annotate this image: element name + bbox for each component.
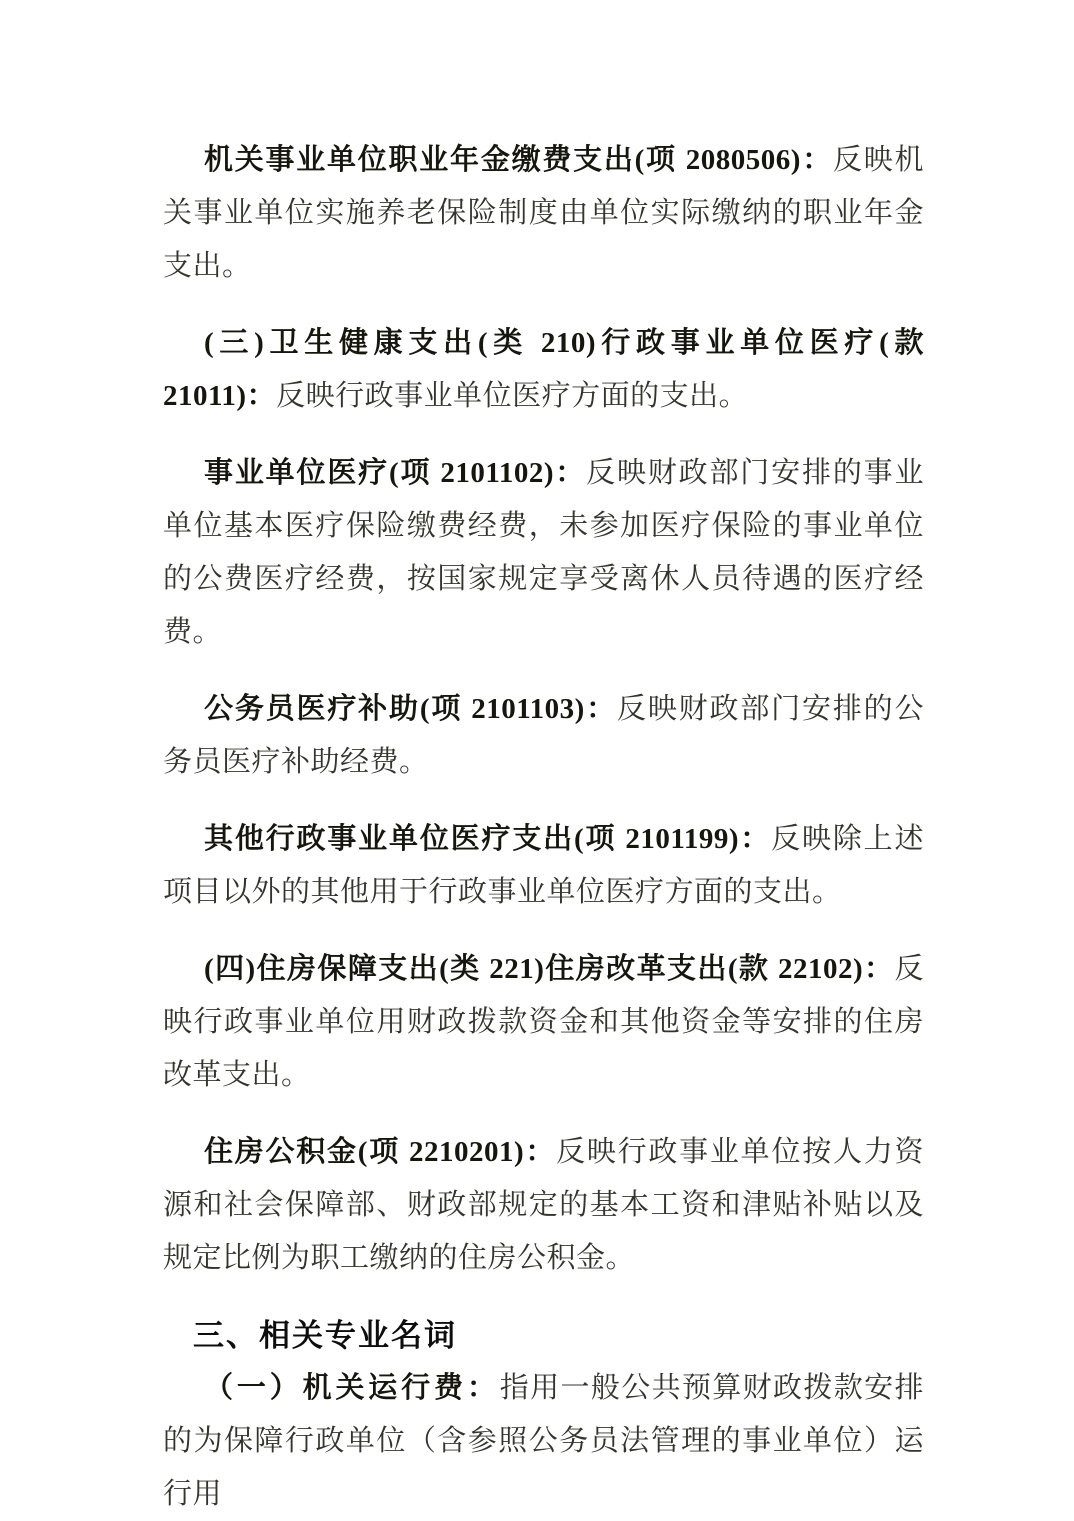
term-definition: 反映机关事业单位实施养老保险制度由单位实际缴纳的职业年金支出。 <box>163 144 924 282</box>
term-lead: （一）机关运行费： <box>204 1372 500 1404</box>
definition-paragraph-housing-security <box>163 943 924 1102</box>
term-definition: 指用一般公共预算财政拨款安排的为保障行政单位（含参照公务员法管理的事业单位）运行用 <box>163 1372 924 1510</box>
definition-paragraph-civil-servant-medical-subsidy <box>163 683 924 789</box>
term-lead: 其他行政事业单位医疗支出(项 2101199)： <box>204 823 772 855</box>
term-lead: 公务员医疗补助(项 2101103)： <box>204 693 617 725</box>
term-definition: 反映除上述项目以外的其他用于行政事业单位医疗方面的支出。 <box>163 823 924 908</box>
term-lead: 机关事业单位职业年金缴费支出(项 2080506)： <box>204 144 833 176</box>
term-lead: (四)住房保障支出(类 221)住房改革支出(款 22102)： <box>204 953 895 985</box>
definition-paragraph-housing-fund <box>163 1126 924 1285</box>
definition-paragraph-other-medical-expenditure <box>163 813 924 919</box>
term-lead: 事业单位医疗(项 2101102)： <box>204 457 587 489</box>
term-definition: 反映行政事业单位医疗方面的支出。 <box>276 380 749 412</box>
definition-paragraph-agency-operating-cost <box>163 1362 924 1521</box>
term-lead: 住房公积金(项 2210201)： <box>204 1136 557 1168</box>
definition-paragraph-health-expenditure <box>163 317 924 423</box>
definition-paragraph-pension-contribution <box>163 134 924 293</box>
section-heading-professional-terms: 三、相关专业名词 <box>193 1318 457 1353</box>
definition-paragraph-institution-medical <box>163 447 924 659</box>
term-definition: 反映财政部门安排的公务员医疗补助经费。 <box>163 693 924 778</box>
term-definition: 反映行政事业单位按人力资源和社会保障部、财政部规定的基本工资和津贴补贴以及规定比例为职工缴纳的住房公积金。 <box>163 1136 924 1274</box>
term-lead: (三)卫生健康支出(类 210)行政事业单位医疗(款 21011)： <box>163 327 924 412</box>
term-definition: 反映行政事业单位用财政拨款资金和其他资金等安排的住房改革支出。 <box>163 953 924 1091</box>
term-definition: 反映财政部门安排的事业单位基本医疗保险缴费经费，未参加医疗保险的事业单位的公费医疗经费，按国家规定享受离休人员待遇的医疗经费。 <box>163 457 924 648</box>
